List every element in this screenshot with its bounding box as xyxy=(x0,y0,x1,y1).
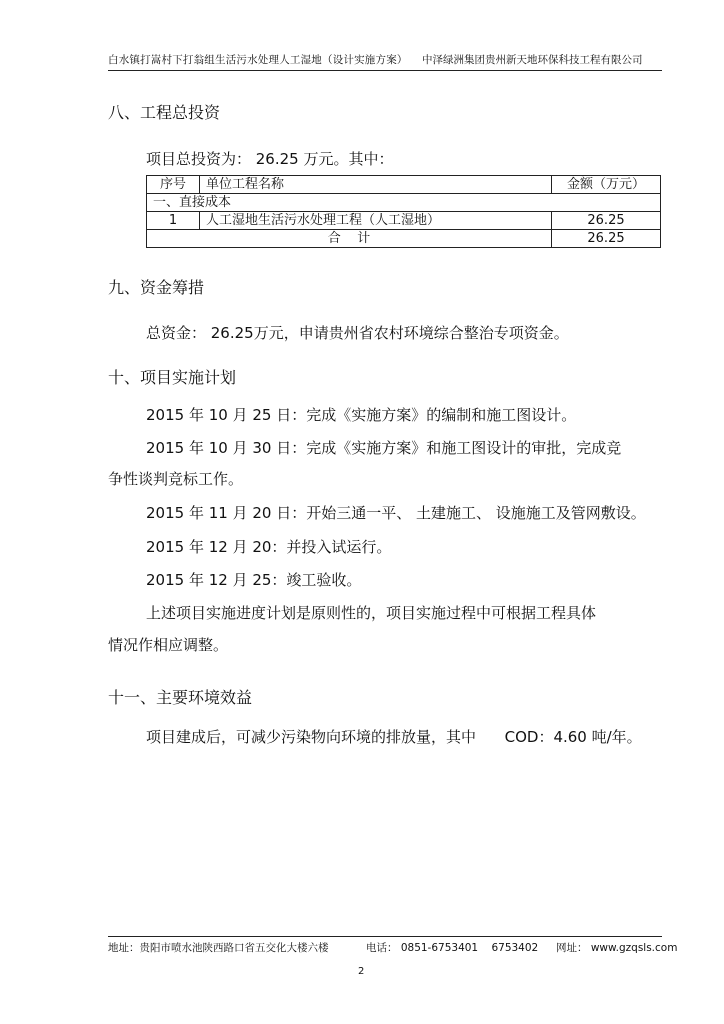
footer-phone: 电话： 0851-6753401 6753402 xyxy=(366,942,539,954)
header-no: 序号 xyxy=(147,176,200,194)
total-amount: 26.25 xyxy=(552,230,661,248)
investment-table xyxy=(146,175,661,248)
section-11-heading: 十一、主要环境效益 xyxy=(108,688,253,707)
section-9-heading: 九、资金筹措 xyxy=(108,278,205,297)
table-header-row xyxy=(147,176,661,194)
plan-item-3: 2015 年 11 月 20 日：开始三通一平、 土建施工、 设施施工及管网敷设。 xyxy=(146,504,646,522)
plan-note-line2: 情况作相应调整。 xyxy=(108,636,229,654)
environmental-benefit-text: 项目建成后，可减少污染物向环境的排放量，其中 COD：4.60 吨/年。 xyxy=(146,728,642,746)
row-name: 人工湿地生活污水处理工程（人工湿地） xyxy=(200,212,552,230)
header-name: 单位工程名称 xyxy=(200,176,552,194)
footer-website: 网址： www.gzqsls.com xyxy=(556,942,678,954)
total-label: 合 计 xyxy=(147,230,552,248)
header-company-name: 中泽绿洲集团贵州新天地环保科技工程有限公司 xyxy=(422,54,643,66)
header-divider xyxy=(108,70,662,71)
plan-note-line1: 上述项目实施进度计划是原则性的，项目实施过程中可根据工程具体 xyxy=(146,604,597,622)
header-amount: 金额（万元） xyxy=(552,176,661,194)
row-no: 1 xyxy=(147,212,200,230)
plan-item-1: 2015 年 10 月 25 日：完成《实施方案》的编制和施工图设计。 xyxy=(146,406,577,424)
plan-item-4: 2015 年 12 月 20：并投入试运行。 xyxy=(146,538,392,556)
footer-divider xyxy=(108,936,662,937)
plan-item-2-line2: 争性谈判竞标工作。 xyxy=(108,470,244,488)
section-10-heading: 十、项目实施计划 xyxy=(108,368,237,387)
footer-address: 地址：贵阳市喷水池陕西路口省五交化大楼六楼 xyxy=(108,942,329,954)
plan-item-5: 2015 年 12 月 25：竣工验收。 xyxy=(146,571,362,589)
header-document-title: 白水镇打嵩村下打翁组生活污水处理人工湿地（设计实施方案） xyxy=(108,54,408,66)
table-row xyxy=(147,212,661,230)
row-amount: 26.25 xyxy=(552,212,661,230)
table-category-row xyxy=(147,194,661,212)
table-total-row xyxy=(147,230,661,248)
category-label: 一、直接成本 xyxy=(147,194,661,212)
plan-item-2-line1: 2015 年 10 月 30 日：完成《实施方案》和施工图设计的审批，完成竞 xyxy=(146,439,622,457)
page-number: 2 xyxy=(358,966,365,977)
funding-text: 总资金： 26.25万元，申请贵州省农村环境综合整治专项资金。 xyxy=(146,324,569,342)
investment-intro: 项目总投资为： 26.25 万元。其中： xyxy=(146,150,394,168)
section-8-heading: 八、工程总投资 xyxy=(108,103,221,122)
